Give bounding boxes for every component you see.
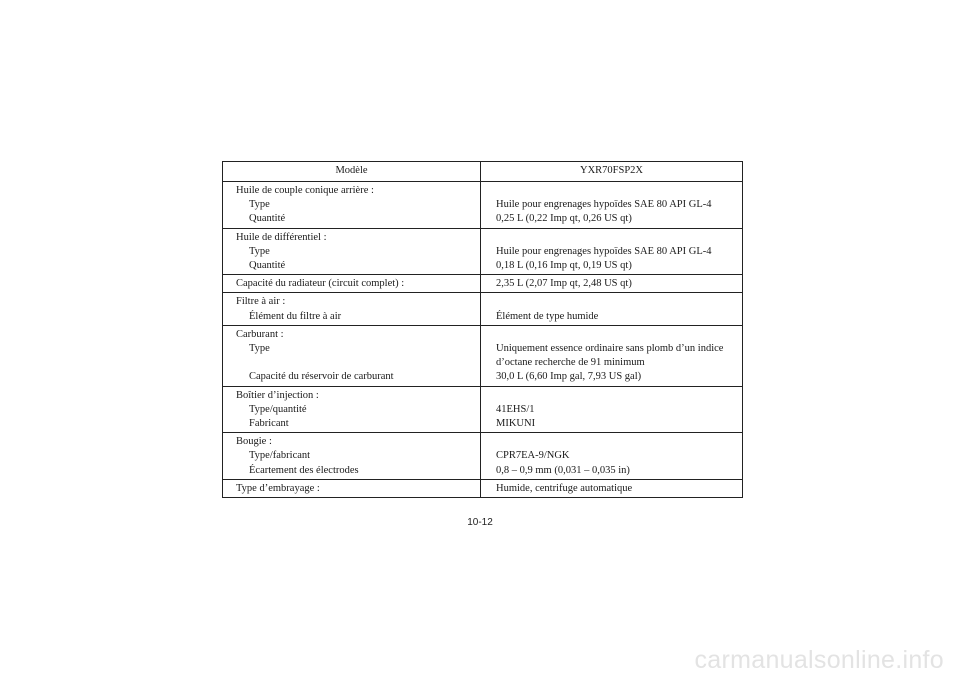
- table-row: [223, 228, 743, 275]
- item-value: MIKUNI: [496, 418, 536, 430]
- row-labels: [223, 386, 481, 433]
- row-values: [481, 228, 743, 275]
- group-label: Type d’embrayage :: [236, 482, 320, 494]
- group-label: Capacité du radiateur (circuit complet) :: [236, 278, 405, 290]
- item-label: Type/fabricant: [249, 450, 311, 462]
- row-values: [481, 275, 743, 293]
- item-label: Capacité du réservoir de carburant: [249, 371, 394, 383]
- table-row: [223, 386, 743, 433]
- row-values: [481, 325, 743, 386]
- item-value: CPR7EA-9/NGK: [496, 450, 570, 462]
- item-value-continued: d’octane recherche de 91 minimum: [496, 357, 645, 369]
- table-row: [223, 325, 743, 386]
- item-value: Uniquement essence ordinaire sans plomb d’un indice: [496, 343, 724, 355]
- table-row: [223, 433, 743, 480]
- specifications-table: [222, 161, 743, 498]
- item-label: Type: [249, 245, 270, 257]
- item-label: Type: [249, 343, 270, 355]
- item-value: 30,0 L (6,60 Imp gal, 7,93 US gal): [496, 371, 642, 383]
- item-value: 0,25 L (0,22 Imp qt, 0,26 US qt): [496, 213, 632, 225]
- item-label: Écartement des électrodes: [249, 464, 359, 476]
- table-header-row: [223, 162, 743, 182]
- row-values: [481, 293, 743, 325]
- site-watermark: carmanualsonline.info: [694, 646, 944, 674]
- group-label: Huile de différentiel :: [236, 231, 327, 243]
- item-label: Élément du filtre à air: [249, 310, 342, 322]
- item-label: Type/quantité: [249, 403, 307, 415]
- group-label: Filtre à air :: [236, 296, 286, 308]
- row-values: [481, 433, 743, 480]
- item-value: Humide, centrifuge automatique: [496, 482, 633, 494]
- row-labels: [223, 275, 481, 293]
- item-value: Huile pour engrenages hypoïdes SAE 80 API GL-4: [496, 245, 712, 257]
- group-label: Boîtier d’injection :: [236, 389, 319, 401]
- row-labels: [223, 228, 481, 275]
- row-labels: [223, 325, 481, 386]
- table-row: [223, 479, 743, 497]
- item-label: Quantité: [249, 213, 286, 225]
- header-model-label: Modèle: [223, 162, 481, 182]
- table-row: [223, 182, 743, 229]
- item-label: Quantité: [249, 260, 286, 272]
- row-labels: [223, 182, 481, 229]
- item-value: Élément de type humide: [496, 310, 599, 322]
- group-label: Huile de couple conique arrière :: [236, 185, 374, 196]
- group-label: Bougie :: [236, 436, 272, 448]
- item-value: 0,18 L (0,16 Imp qt, 0,19 US qt): [496, 260, 632, 271]
- row-values: [481, 386, 743, 433]
- item-value: Huile pour engrenages hypoïdes SAE 80 API GL-4: [496, 199, 712, 211]
- item-value: 2,35 L (2,07 Imp qt, 2,48 US qt): [496, 278, 632, 290]
- item-value: 41EHS/1: [496, 403, 535, 415]
- item-value: 0,8 – 0,9 mm (0,031 – 0,035 in): [496, 464, 630, 476]
- item-label: Fabricant: [249, 418, 289, 430]
- table-row: [223, 293, 743, 325]
- row-labels: [223, 293, 481, 325]
- row-values: [481, 479, 743, 497]
- row-values: [481, 182, 743, 229]
- row-labels: [223, 433, 481, 480]
- header-model-value: YXR70FSP2X: [481, 162, 743, 182]
- page-number: 10-12: [467, 517, 493, 528]
- group-label: Carburant :: [236, 328, 284, 340]
- row-labels: [223, 479, 481, 497]
- item-label: Type: [249, 199, 270, 211]
- table-row: [223, 275, 743, 293]
